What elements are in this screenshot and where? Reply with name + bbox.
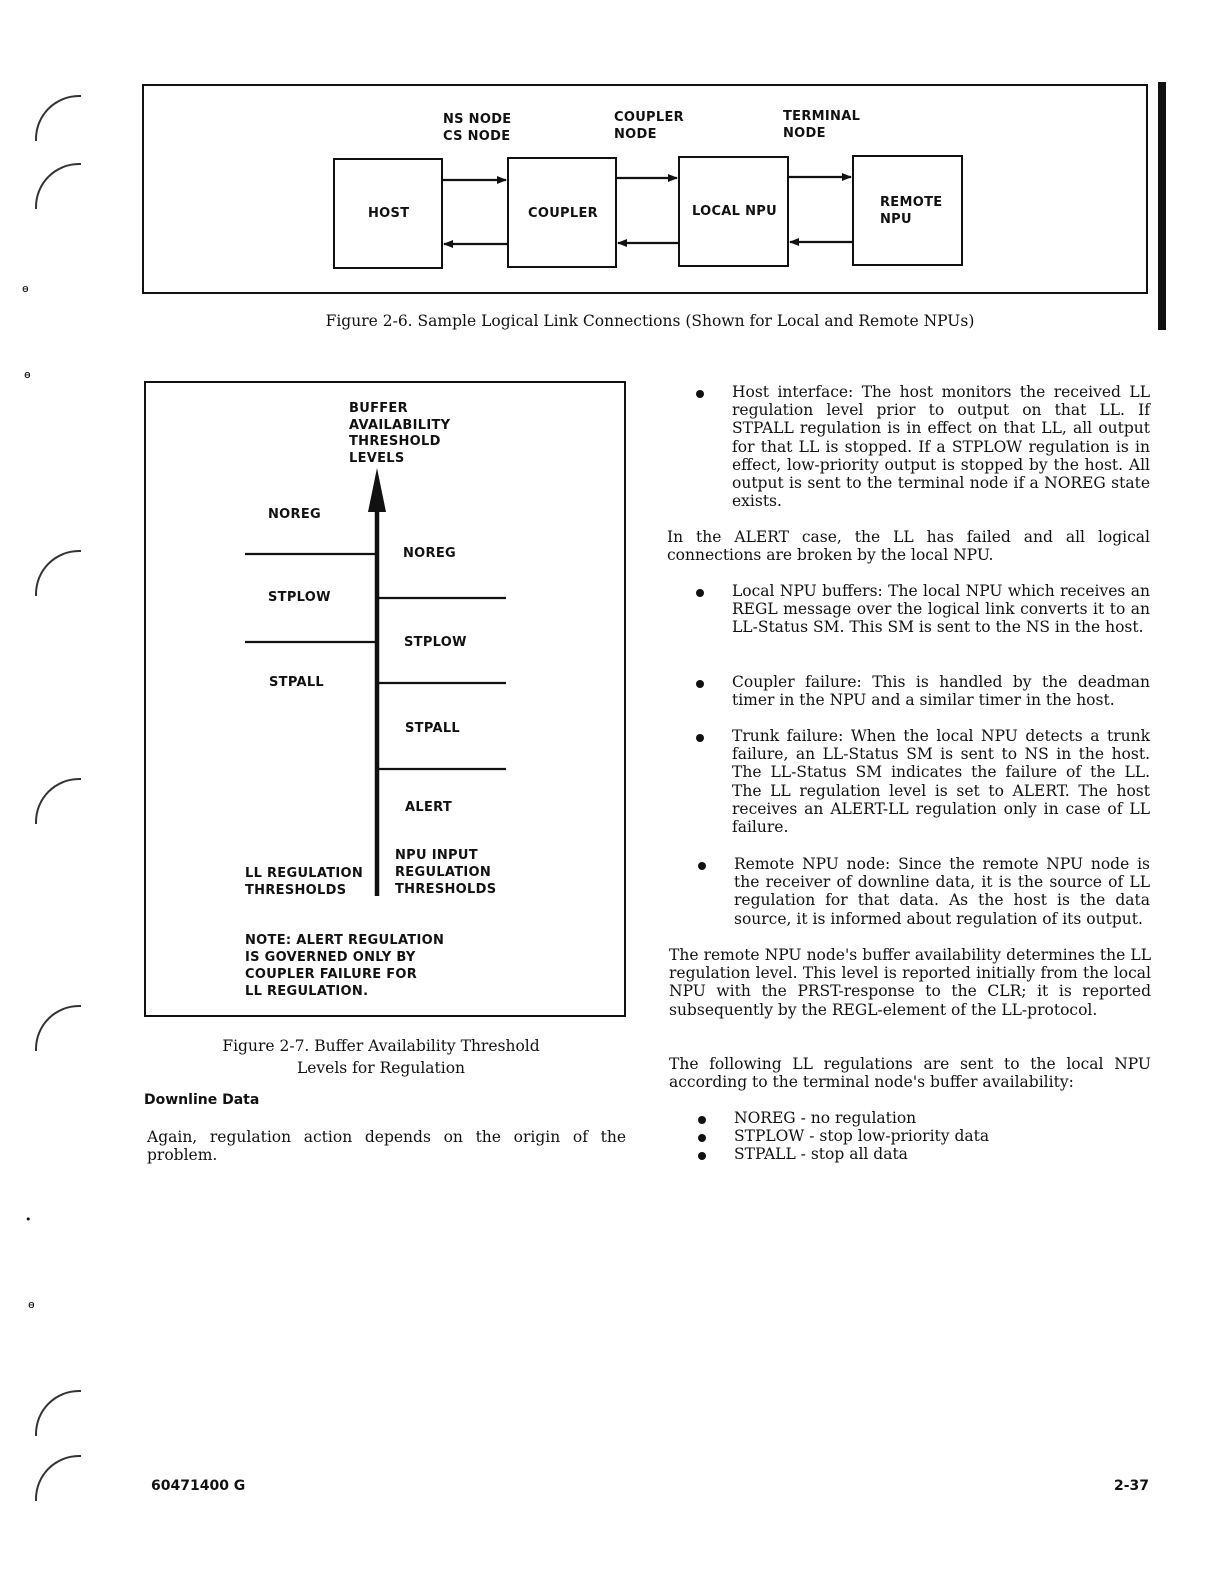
regulation-text: STPALL - stop all data [734, 1145, 908, 1163]
paragraph-following-regulations: The following LL regulations are sent to the local NPU according to the terminal node's buffer availability: [669, 1055, 1151, 1092]
regulation-text: NOREG - no regulation [734, 1109, 917, 1127]
bullet-coupler-failure [696, 673, 1150, 711]
left-paragraph: Again, regulation action depends on the origin of the problem. [147, 1128, 626, 1165]
bullet-dot [696, 390, 704, 398]
remote-npu-box-label: REMOTE NPU [880, 195, 943, 227]
bullet-text: Local NPU buffers: The local NPU which receives an REGL message over the logical link converts it to an LL-Status SM. This SM is sent to the NS in the host. [732, 582, 1150, 637]
bullet-remote-npu-node [698, 855, 1150, 931]
section-heading: Downline Data [144, 1092, 260, 1108]
binder-hole-mark [35, 1455, 81, 1501]
bullet-text: Trunk failure: When the local NPU detects a trunk failure, an LL-Status SM is sent to NS in the host. The LL-Status SM indicates the failure of the LL. The LL regulation level is set to ALERT. The host receives an ALERT-LL regulation only in case of LL failure. [732, 727, 1150, 837]
ll-regulation-label: LL REGULATION THRESHOLDS [245, 866, 364, 898]
left-level-noreg: NOREG [268, 507, 321, 522]
bullet-dot [696, 680, 704, 688]
bullet-trunk-failure [696, 727, 1150, 839]
axis-title: BUFFER AVAILABILITY THRESHOLD LEVELS [349, 401, 451, 466]
host-box-label: HOST [368, 206, 410, 221]
regulation-item-stplow [698, 1127, 1150, 1145]
local-npu-box-label: LOCAL NPU [692, 204, 777, 219]
bullet-local-npu-buffers [696, 582, 1150, 658]
paragraph-remote-npu-buffer: The remote NPU node's buffer availability determines the LL regulation level. This level is reported initially from the local NPU with the PRST-response to the CLR; it is reported subsequently by the REGL-element of the LL-protocol. [669, 946, 1151, 1019]
right-level-alert: ALERT [405, 800, 453, 815]
left-level-stpall: STPALL [269, 675, 324, 690]
coupler-node-label: COUPLER NODE [614, 110, 684, 142]
regulation-item-stpall [698, 1145, 1150, 1163]
figure-2-7-caption: Figure 2-7. Buffer Availability Threshold Levels for Regulation [222, 1037, 540, 1077]
right-level-stplow: STPLOW [404, 635, 467, 650]
bullet-text: Host interface: The host monitors the received LL regulation level prior to output on that LL. If STPALL regulation is in effect on that LL, all output for that LL is stopped. If a STPLOW regulation is in effect, low-priority output is stopped by the host. All output is sent to the terminal node if a NOREG state exists. [732, 383, 1150, 511]
bullet-text: Remote NPU node: Since the remote NPU node is the receiver of downline data, it is the source of LL regulation for that data. As the host is the data source, it is informed about regulation of its output. [734, 855, 1150, 928]
figure-2-6-caption: Figure 2-6. Sample Logical Link Connections (Shown for Local and Remote NPUs) [325, 312, 975, 330]
terminal-node-label: TERMINAL NODE [783, 109, 861, 141]
left-level-stplow: STPLOW [268, 590, 331, 605]
bullet-dot [698, 862, 706, 870]
margin-speck: ɵ [28, 1298, 35, 1311]
bullet-dot [696, 734, 704, 742]
bullet-host-interface [696, 383, 1150, 511]
document-number: 60471400 G [151, 1478, 246, 1494]
coupler-box-label: COUPLER [528, 206, 598, 221]
bullet-dot [696, 589, 704, 597]
right-level-stpall: STPALL [405, 721, 460, 736]
margin-speck: • [25, 1213, 32, 1226]
paragraph-alert-case: In the ALERT case, the LL has failed and all logical connections are broken by the local NPU. [667, 528, 1150, 565]
margin-speck: ɵ [24, 368, 31, 381]
binder-hole-mark [35, 1390, 81, 1436]
bullet-dot [698, 1116, 706, 1124]
bullet-dot [698, 1152, 706, 1160]
regulation-item-noreg [698, 1109, 1150, 1127]
right-level-noreg: NOREG [403, 546, 456, 561]
regulation-text: STPLOW - stop low-priority data [734, 1127, 990, 1145]
page-number: 2-37 [1114, 1478, 1150, 1494]
margin-speck: ɵ [22, 282, 29, 295]
ns-node-label: NS NODE CS NODE [443, 112, 512, 144]
bullet-text: Coupler failure: This is handled by the deadman timer in the NPU and a similar timer in the host. [732, 673, 1150, 710]
bullet-dot [698, 1134, 706, 1142]
figure-2-7-note: NOTE: ALERT REGULATION IS GOVERNED ONLY BY COUPLER FAILURE FOR LL REGULATION. [245, 933, 445, 999]
npu-input-regulation-label: NPU INPUT REGULATION THRESHOLDS [395, 848, 497, 897]
